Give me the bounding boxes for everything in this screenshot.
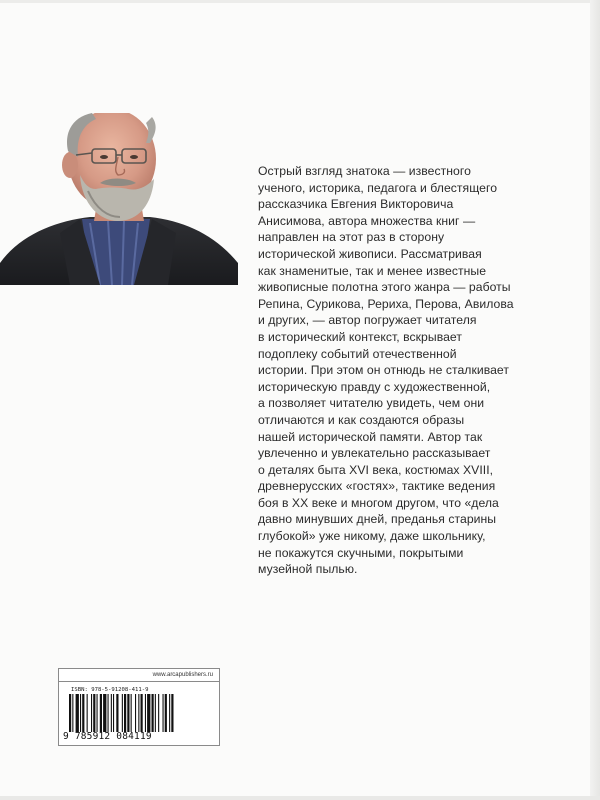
isbn-number: ISBN: 978-5-91208-411-9 [71,687,149,693]
description-line: древнерусских «гостях», тактике ведения [258,479,496,494]
isbn-barcode-block [58,668,220,746]
cover-bottom-edge [0,796,600,800]
description-line: а позволяет читателю увидеть, чем они [258,396,485,411]
description-line: живописные полотна этого жанра — работы [258,280,511,295]
book-description [258,163,548,578]
author-portrait [0,113,238,285]
description-line: и других, — автор погружает читателя [258,313,477,328]
description-line: музейной пылью. [258,562,358,577]
description-line: Анисимова, автора множества книг — [258,213,476,228]
description-line: в исторический контекст, вскрывает [258,329,462,344]
description-line: боя в XX веке и многом другом, что «дела [258,495,499,510]
description-line: отличаются и как создаются образы [258,412,465,427]
description-line: рассказчика Евгения Викторовича [258,197,454,212]
cover-spine-edge [590,0,600,800]
description-line: увлеченно и увлекательно рассказывает [258,446,491,461]
description-line: о деталях быта XVI века, костюмах XVIII, [258,462,494,477]
description-line: исторической живописи. Рассматривая [258,246,482,261]
description-line: Репина, Сурикова, Рериха, Перова, Авилова [258,296,514,311]
barcode-bars [67,694,213,732]
description-line: ученого, историка, педагога и блестящего [258,180,498,195]
description-line: давно минувших дней, преданья старины [258,512,497,527]
description-line: направлен на этот раз в сторону [258,230,445,245]
publisher-website: www.arcapublishers.ru [59,669,219,682]
description-line: историческую правду с художественной, [258,379,491,394]
cover-top-edge [0,0,600,3]
description-line: глубокой» уже никому, даже школьнику, [258,529,486,544]
description-line: как знаменитые, так и менее известные [258,263,487,278]
ean-digits: 9 785912 084119 [63,731,152,742]
description-line: подоплеку событий отечественной [258,346,457,361]
description-line: не покажутся скучными, покрытыми [258,545,464,560]
description-line: истории. При этом он отнюдь не сталкивает [258,363,509,378]
description-line: нашей исторической памяти. Автор так [258,429,483,444]
description-line: Острый взгляд знатока — известного [258,164,471,178]
